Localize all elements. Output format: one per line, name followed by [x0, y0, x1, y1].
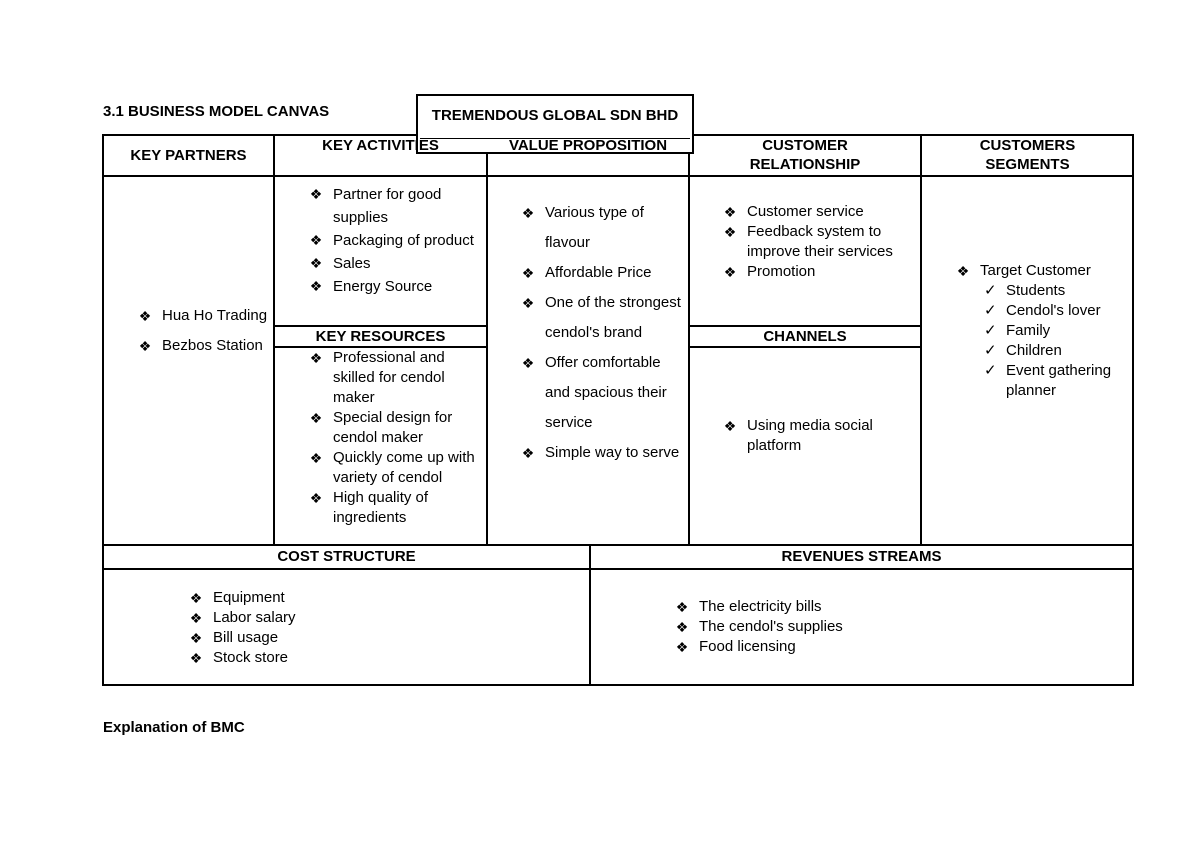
company-name: TREMENDOUS GLOBAL SDN BHD: [431, 107, 679, 124]
diamond-bullet-icon: ❖: [309, 410, 323, 426]
list-item: ✓ Family: [984, 322, 1051, 339]
list-item: ❖ Quickly come up with variety of cendol: [307, 448, 485, 488]
list-item: ❖ Hua Ho Trading: [136, 301, 271, 331]
diamond-bullet-icon: ❖: [189, 650, 203, 666]
diamond-bullet-icon: ❖: [521, 295, 535, 311]
cost-structure-list: [187, 588, 487, 668]
diamond-bullet-icon: ❖: [309, 186, 323, 202]
check-mark-icon: ✓: [984, 362, 997, 379]
list-item: ❖ One of the strongest cendol's brand: [519, 288, 687, 348]
diamond-bullet-icon: ❖: [189, 590, 203, 606]
list-item: ❖ Customer service: [721, 202, 919, 222]
list-item: ❖ Bezbos Station: [136, 331, 271, 361]
explanation-heading: Explanation of BMC: [103, 719, 245, 736]
key-activities-header: KEY ACTIVITIES: [322, 137, 439, 154]
value-proposition-list: [519, 198, 687, 468]
revenue-streams-header: REVENUES STREAMS: [781, 548, 942, 565]
list-item: ❖ Promotion: [721, 262, 919, 282]
customer-segments-header: CUSTOMERS SEGMENTS: [979, 137, 1076, 173]
list-item: ✓ Children: [984, 342, 1062, 359]
grid-line-header-bottom: [102, 175, 1134, 177]
key-partners-header: KEY PARTNERS: [130, 147, 247, 164]
diamond-bullet-icon: ❖: [138, 308, 152, 324]
cost-structure-header: COST STRUCTURE: [277, 548, 416, 565]
diamond-bullet-icon: ❖: [189, 630, 203, 646]
list-item: ❖ Special design for cendol maker: [307, 408, 485, 448]
list-item: ❖ Sales: [307, 252, 485, 275]
diamond-bullet-icon: ❖: [138, 338, 152, 354]
list-item: ❖ Target Customer ✓ Students ✓ Cendol's lover ✓ Family ✓ Children ✓ Event gathering planner: [954, 261, 1130, 401]
grid-line-cost-top: [102, 544, 1134, 546]
list-item: ❖ Food licensing: [673, 637, 1073, 657]
list-item: ✓ Cendol's lover: [984, 302, 1101, 319]
diamond-bullet-icon: ❖: [521, 205, 535, 221]
diamond-bullet-icon: ❖: [521, 355, 535, 371]
section-title: 3.1 BUSINESS MODEL CANVAS: [103, 103, 330, 120]
diamond-bullet-icon: ❖: [521, 445, 535, 461]
diamond-bullet-icon: ❖: [309, 278, 323, 294]
key-partners-list: [136, 301, 271, 361]
diamond-bullet-icon: ❖: [189, 610, 203, 626]
diamond-bullet-icon: ❖: [309, 490, 323, 506]
grid-line-left: [102, 134, 104, 686]
list-item: ❖ The cendol's supplies: [673, 617, 1073, 637]
customer-relationship-header: CUSTOMER RELATIONSHIP: [749, 137, 861, 173]
diamond-bullet-icon: ❖: [723, 204, 737, 220]
diamond-bullet-icon: ❖: [723, 224, 737, 240]
channels-list: [721, 416, 919, 456]
key-activities-list: [307, 183, 485, 298]
key-resources-list: [307, 348, 485, 528]
list-item: ❖ Packaging of product: [307, 229, 485, 252]
grid-line-relationship-right: [920, 134, 922, 546]
check-mark-icon: ✓: [984, 322, 997, 339]
channels-header: CHANNELS: [763, 328, 847, 345]
grid-line-cost-header: [102, 568, 1134, 570]
list-item: ❖ Professional and skilled for cendol maker: [307, 348, 485, 408]
list-item: ❖ Energy Source: [307, 275, 485, 298]
diamond-bullet-icon: ❖: [675, 639, 689, 655]
diamond-bullet-icon: ❖: [309, 255, 323, 271]
grid-line-channels-header: [689, 346, 921, 348]
diamond-bullet-icon: ❖: [723, 418, 737, 434]
list-item: ❖ High quality of ingredients: [307, 488, 485, 528]
check-mark-icon: ✓: [984, 342, 997, 359]
diamond-bullet-icon: ❖: [521, 265, 535, 281]
diamond-bullet-icon: ❖: [309, 232, 323, 248]
list-item: ❖ Affordable Price: [519, 258, 687, 288]
list-item: ❖ The electricity bills: [673, 597, 1073, 617]
list-item: ✓ Students: [984, 282, 1066, 299]
list-item: ❖ Using media social platform: [721, 416, 919, 456]
grid-line-bottom: [102, 684, 1134, 686]
list-item: ❖ Equipment: [187, 588, 487, 608]
grid-line-activities-right: [486, 134, 488, 546]
list-item: ✓ Event gathering planner: [984, 362, 1112, 399]
diamond-bullet-icon: ❖: [723, 264, 737, 280]
key-resources-header: KEY RESOURCES: [315, 328, 446, 345]
list-item: ❖ Partner for good supplies: [307, 183, 485, 229]
diamond-bullet-icon: ❖: [675, 619, 689, 635]
check-mark-icon: ✓: [984, 302, 997, 319]
list-item: ❖ Stock store: [187, 648, 487, 668]
customer-relationship-list: [721, 202, 919, 282]
list-item: ❖ Offer comfortable and spacious their service: [519, 348, 687, 438]
diamond-bullet-icon: ❖: [309, 350, 323, 366]
list-item: ❖ Simple way to serve: [519, 438, 687, 468]
revenue-streams-list: [673, 597, 1073, 657]
diamond-bullet-icon: ❖: [309, 450, 323, 466]
diamond-bullet-icon: ❖: [675, 599, 689, 615]
list-item: ❖ Labor salary: [187, 608, 487, 628]
check-mark-icon: ✓: [984, 282, 997, 299]
value-proposition-header: VALUE PROPOSITION: [508, 137, 668, 154]
grid-line-right: [1132, 134, 1134, 686]
customer-segments-sublist: [980, 281, 1130, 401]
diamond-bullet-icon: ❖: [956, 263, 970, 279]
list-item: ❖ Feedback system to improve their services: [721, 222, 919, 262]
list-item: ❖ Bill usage: [187, 628, 487, 648]
customer-segments-list: [954, 261, 1130, 401]
list-item: ❖ Various type of flavour: [519, 198, 687, 258]
